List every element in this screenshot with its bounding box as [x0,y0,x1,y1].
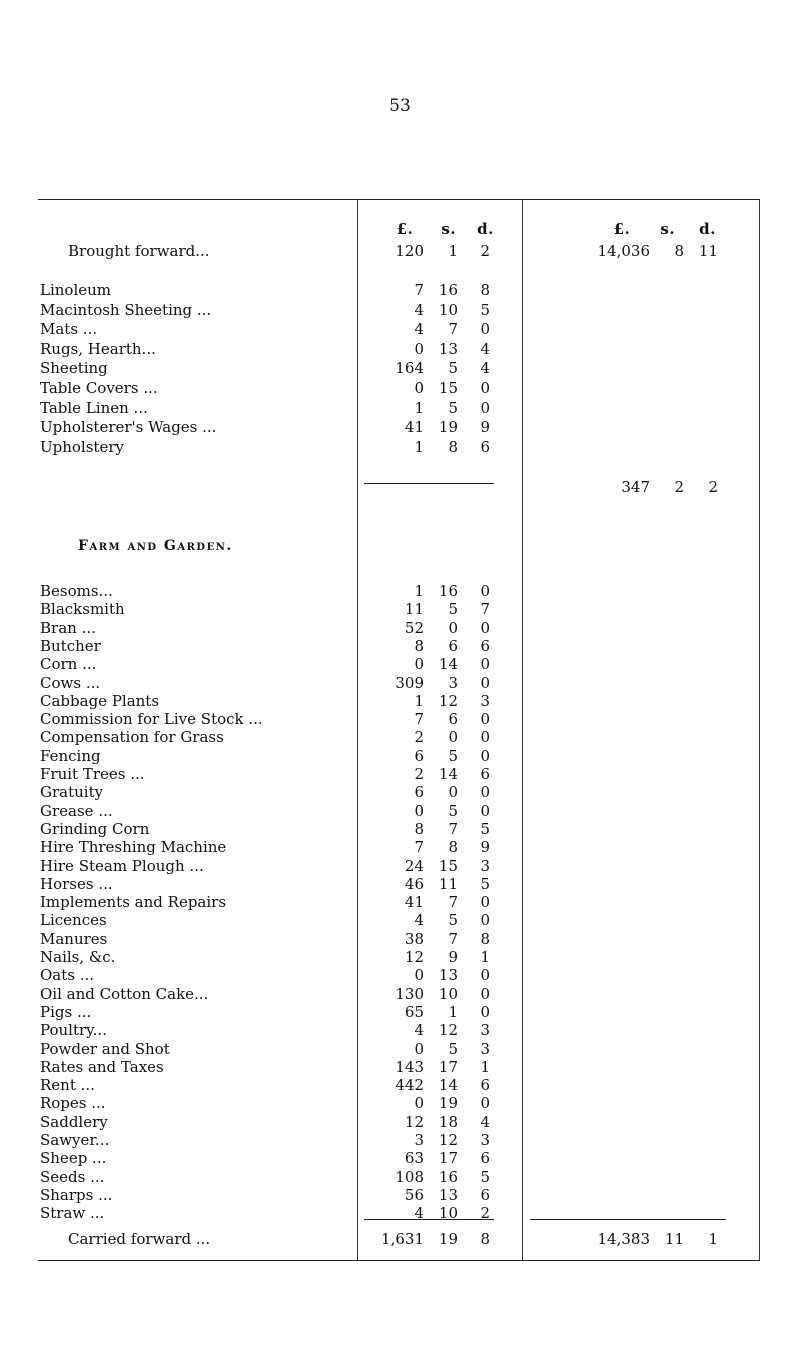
farm_item-row [38,655,760,675]
farm_item-row [38,930,760,950]
item-pounds: 6 [414,746,424,765]
item-pence: 7 [480,600,490,619]
item-label: Commission for Live Stock ... [40,710,263,729]
farm_item-row [38,966,760,986]
brought-forward-label: Brought forward... [68,242,210,260]
item-shillings: 13 [438,966,458,985]
item-shillings: 1 [448,1002,458,1021]
item-shillings: 5 [448,746,458,765]
pounds-header: £. [613,220,631,238]
brought-forward-pence: 2 [480,242,490,260]
item-pence: 6 [480,1185,490,1204]
farm_item-row [38,911,760,931]
item-pence: 6 [480,765,490,783]
item-pounds: 143 [395,1057,424,1076]
item-pounds: 8 [414,819,424,838]
item-shillings: 14 [438,1076,458,1095]
item-shillings: 16 [438,582,458,600]
item-pence: 4 [480,1112,490,1131]
item-pounds: 24 [404,856,424,875]
item-pounds: 442 [395,1076,424,1095]
item-shillings: 17 [438,1149,458,1168]
item-pounds: 0 [414,1039,424,1058]
item-pence: 0 [480,673,490,692]
brought-forward-total-pounds: 14,036 [597,242,650,260]
item-pounds: 41 [404,418,424,437]
item-pounds: 65 [404,1002,424,1021]
item-label: Corn ... [40,655,97,674]
carried-rule-2 [530,1219,726,1220]
item-label: Cows ... [40,673,101,692]
farm_item-row [38,1149,760,1169]
item-shillings: 5 [448,600,458,619]
item-pence: 0 [480,746,490,765]
item-pounds: 1 [414,691,424,710]
item-shillings: 15 [438,856,458,875]
item-pence: 0 [480,655,490,674]
furnishing_item-row [38,438,760,458]
furnishing_item-row [38,281,760,301]
brought-forward-pounds: 120 [395,242,424,260]
carried-forward-total-pence: 1 [708,1230,718,1248]
item-shillings: 17 [438,1057,458,1076]
item-shillings: 16 [438,281,458,299]
item-label: Blacksmith [40,600,125,619]
item-pounds: 41 [404,893,424,912]
item-label: Bran ... [40,618,96,637]
shillings-header: s. [660,220,676,238]
farm_item-row [38,1058,760,1078]
item-pounds: 46 [404,874,424,893]
item-pence: 0 [480,379,490,397]
farm_item-row [38,1131,760,1151]
item-pounds: 0 [414,1094,424,1113]
item-shillings: 3 [448,673,458,692]
item-pence: 4 [480,359,490,378]
item-label: Sheep ... [40,1149,107,1168]
item-shillings: 6 [448,636,458,655]
brought-forward-total-shillings: 8 [674,242,684,260]
farm_item-row [38,747,760,767]
item-shillings: 5 [448,398,458,417]
item-label: Macintosh Sheeting ... [40,300,212,319]
item-pounds: 4 [414,300,424,319]
item-pence: 1 [480,948,490,966]
item-pence: 6 [480,1149,490,1168]
farm_item-row [38,1040,760,1060]
item-label: Grinding Corn [40,819,150,838]
brought-forward-row [38,242,760,262]
item-label: Sawyer... [40,1131,110,1149]
item-pence: 0 [480,618,490,637]
furnishing_item-row [38,301,760,321]
item-shillings: 5 [448,359,458,378]
item-pence: 5 [480,300,490,319]
item-pounds: 1 [414,437,424,456]
item-shillings: 10 [438,300,458,319]
item-label: Grease ... [40,801,113,820]
item-shillings: 12 [438,691,458,710]
item-pounds: 4 [414,911,424,930]
item-label: Rugs, Hearth... [40,339,156,358]
brought-forward-total-pence: 11 [698,242,718,260]
farm_item-row [38,710,760,730]
item-label: Table Linen ... [40,398,148,417]
item-label: Hire Steam Plough ... [40,856,204,875]
farm_item-row [38,692,760,712]
carried-forward-total-pounds: 14,383 [597,1230,650,1248]
item-label: Hire Threshing Machine [40,838,227,857]
item-shillings: 14 [438,655,458,674]
farm_item-row [38,1076,760,1096]
item-pounds: 7 [414,838,424,857]
item-label: Seeds ... [40,1167,105,1186]
farm_item-row [38,820,760,840]
item-pounds: 164 [395,359,424,378]
carried-forward-shillings: 19 [438,1230,458,1248]
farm_item-row [38,1204,760,1224]
item-label: Rates and Taxes [40,1057,164,1076]
item-shillings: 0 [448,783,458,802]
item-shillings: 10 [438,1204,458,1223]
pence-header: d. [699,220,716,238]
farm_item-row [38,728,760,748]
item-shillings: 0 [448,618,458,637]
farm_item-row [38,1186,760,1206]
item-label: Upholstery [40,437,124,456]
item-pence: 0 [480,728,490,747]
item-shillings: 0 [448,728,458,747]
farm_item-row [38,948,760,968]
furnishing_item-row [38,359,760,379]
carried-forward-row [38,1230,760,1250]
item-label: Oats ... [40,966,95,985]
item-label: Nails, &c. [40,948,116,966]
item-shillings: 8 [448,838,458,857]
item-pounds: 309 [395,673,424,692]
item-pounds: 52 [404,618,424,637]
item-pounds: 11 [404,600,424,619]
farm_item-row [38,838,760,858]
item-label: Fruit Trees ... [40,765,145,783]
farm_item-row [38,1021,760,1041]
farm_item-row [38,600,760,620]
item-pence: 2 [480,1204,490,1223]
item-pence: 0 [480,398,490,417]
item-pounds: 130 [395,984,424,1003]
shillings-header: s. [441,220,457,238]
item-label: Upholsterer's Wages ... [40,418,217,437]
item-pence: 3 [480,1021,490,1040]
item-label: Horses ... [40,874,113,893]
furnishing-total-shillings: 2 [674,478,684,496]
item-pounds: 7 [414,281,424,299]
currency-header-2 [600,220,723,238]
farm_item-row [38,765,760,785]
farm_item-row [38,857,760,877]
item-shillings: 5 [448,911,458,930]
item-shillings: 7 [448,819,458,838]
item-label: Gratuity [40,783,104,802]
item-pounds: 4 [414,1204,424,1223]
item-pounds: 12 [404,1112,424,1131]
item-pounds: 4 [414,1021,424,1040]
furnishing_item-row [38,418,760,438]
item-shillings: 19 [438,418,458,437]
item-label: Oil and Cotton Cake... [40,984,209,1003]
item-label: Butcher [40,636,101,655]
brought-forward-shillings: 1 [448,242,458,260]
item-pounds: 2 [414,728,424,747]
item-pounds: 0 [414,801,424,820]
item-pence: 8 [480,281,490,299]
item-label: Ropes ... [40,1094,106,1113]
section-title: Farm and Garden. [78,538,233,554]
item-shillings: 9 [448,948,458,966]
item-label: Table Covers ... [40,379,158,397]
farm_item-row [38,783,760,803]
item-pounds: 8 [414,636,424,655]
item-pence: 0 [480,582,490,600]
item-label: Manures [40,929,108,948]
item-label: Poultry... [40,1021,107,1040]
item-shillings: 5 [448,801,458,820]
item-pounds: 0 [414,966,424,985]
farm_item-row [38,619,760,639]
item-pounds: 3 [414,1131,424,1149]
item-shillings: 13 [438,1185,458,1204]
item-shillings: 7 [448,929,458,948]
item-pounds: 1 [414,582,424,600]
item-pence: 5 [480,819,490,838]
item-label: Compensation for Grass [40,728,224,747]
ledger-table [38,199,760,1261]
item-pence: 0 [480,1094,490,1113]
item-pounds: 0 [414,379,424,397]
item-pence: 3 [480,856,490,875]
item-pence: 6 [480,437,490,456]
farm_item-row [38,1168,760,1188]
farm_item-row [38,1094,760,1114]
item-pence: 0 [480,801,490,820]
item-pence: 0 [480,783,490,802]
item-label: Cabbage Plants [40,691,160,710]
item-shillings: 10 [438,984,458,1003]
furnishing_item-row [38,340,760,360]
carried-forward-pence: 8 [480,1230,490,1248]
item-shillings: 11 [438,874,458,893]
pence-header: d. [477,220,494,238]
farm_item-row [38,582,760,602]
item-pounds: 4 [414,320,424,339]
item-label: Sheeting [40,359,108,378]
item-shillings: 13 [438,339,458,358]
item-pence: 3 [480,691,490,710]
item-label: Powder and Shot [40,1039,170,1058]
furnishing-total-pence: 2 [708,478,718,496]
item-label: Mats ... [40,320,98,339]
item-label: Sharps ... [40,1185,113,1204]
item-pounds: 2 [414,765,424,783]
item-pence: 0 [480,911,490,930]
pounds-header: £. [396,220,414,238]
page-number: 53 [389,96,411,116]
item-shillings: 12 [438,1021,458,1040]
farm_item-row [38,1003,760,1023]
item-shillings: 7 [448,893,458,912]
item-shillings: 19 [438,1094,458,1113]
item-pence: 4 [480,339,490,358]
item-pounds: 56 [404,1185,424,1204]
item-label: Saddlery [40,1112,108,1131]
item-pence: 3 [480,1039,490,1058]
item-shillings: 6 [448,710,458,729]
item-pounds: 7 [414,710,424,729]
item-shillings: 8 [448,437,458,456]
item-shillings: 16 [438,1167,458,1186]
furnishing_item-row [38,379,760,399]
item-label: Fencing [40,746,101,765]
farm_item-row [38,1113,760,1133]
item-pence: 6 [480,636,490,655]
item-pence: 9 [480,418,490,437]
item-pounds: 1 [414,398,424,417]
item-pence: 0 [480,984,490,1003]
carried-forward-pounds: 1,631 [381,1230,424,1248]
farm_item-row [38,893,760,913]
furnishing-total-row [38,478,760,498]
item-label: Linoleum [40,281,112,299]
item-pence: 0 [480,893,490,912]
item-label: Implements and Repairs [40,893,227,912]
item-pounds: 38 [404,929,424,948]
furnishing_item-row [38,320,760,340]
farm_item-row [38,802,760,822]
item-pence: 1 [480,1057,490,1076]
item-pounds: 0 [414,655,424,674]
farm_item-row [38,674,760,694]
item-pence: 0 [480,966,490,985]
item-pence: 8 [480,929,490,948]
item-shillings: 18 [438,1112,458,1131]
item-pence: 5 [480,874,490,893]
farm_item-row [38,875,760,895]
item-label: Pigs ... [40,1002,92,1021]
currency-header-1 [383,220,500,238]
item-pence: 0 [480,710,490,729]
item-pence: 6 [480,1076,490,1095]
item-shillings: 14 [438,765,458,783]
item-label: Rent ... [40,1076,95,1095]
item-label: Licences [40,911,107,930]
carried-rule-1 [364,1219,494,1220]
item-pounds: 63 [404,1149,424,1168]
item-pounds: 0 [414,339,424,358]
item-label: Besoms... [40,582,113,600]
item-pence: 0 [480,320,490,339]
carried-forward-label: Carried forward ... [68,1230,211,1248]
item-shillings: 15 [438,379,458,397]
item-label: Straw ... [40,1204,105,1223]
item-pounds: 108 [395,1167,424,1186]
furnishing_item-row [38,399,760,419]
farm_item-row [38,985,760,1005]
item-pounds: 6 [414,783,424,802]
item-pence: 3 [480,1131,490,1149]
item-pounds: 12 [404,948,424,966]
item-shillings: 12 [438,1131,458,1149]
carried-forward-total-shillings: 11 [664,1230,684,1248]
farm_item-row [38,637,760,657]
furnishing-total-pounds: 347 [621,478,650,496]
item-shillings: 7 [448,320,458,339]
item-pence: 9 [480,838,490,857]
item-pence: 0 [480,1002,490,1021]
item-shillings: 5 [448,1039,458,1058]
item-pence: 5 [480,1167,490,1186]
